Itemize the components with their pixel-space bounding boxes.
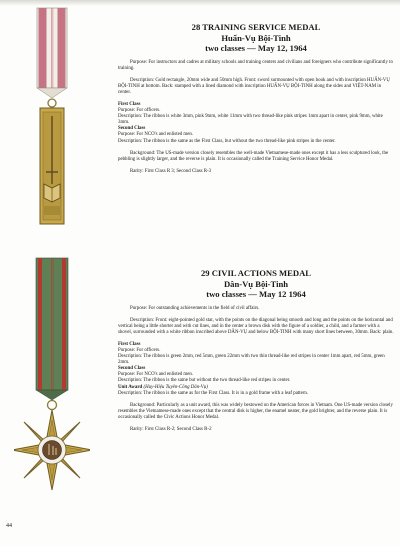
medal-vietnamese-name: Dân-Vụ Bội-Tinh — [223, 278, 289, 289]
second-class-description: Description: The ribbon is the same as the First Class, but without the two thread-like pink stripes in the center. — [118, 138, 336, 144]
page-number: 44 — [6, 523, 12, 529]
medal-heading: 28 TRAINING SERVICE MEDAL — [191, 22, 321, 32]
medal-description: Description: Gold rectangle, 20mm wide and 50mm high. Front: sword surmounted with open book and with inscription HUẤN-VỤ BỘI-TINH at bottom. Back: stamped with a lined diamond with inscription HUẤN-VỤ BỘI-TINH along the sides and VIỆT-NAM in center. — [118, 77, 390, 95]
first-class-description: Description: The ribbon is green 2mm, red 5mm, green 22mm with two thin thread-like red stripes in center 1mm apart, red 5mm, green 2mm. — [118, 354, 385, 366]
training-service-medal-image — [22, 6, 82, 232]
unit-award-description: Description: The ribbon is the same as for the First Class. It is in a gold frame with a leaf pattern. — [118, 390, 309, 396]
first-class-purpose: Purpose: For officers. — [118, 347, 161, 353]
medal-background: Background: Particularly as a unit award, this was widely bestowed on the American forces in Vietnam. One US-made version closely resembles the Vietnamese-made ones except that the central disk is higher, the enamel neater, the gold brighter, and the reverse plain. It is occasionally called the Civic Actions Honor Medal. — [118, 402, 393, 420]
medal-heading: 29 CIVIL ACTIONS MEDAL — [200, 268, 312, 278]
unit-award-name: (Huy-Hiệu Tuyên-Công Dân-Vụ) — [143, 384, 208, 390]
medal-vietnamese-name: Huấn-Vụ Bội-Tinh — [221, 32, 291, 43]
second-class-label: Second Class — [118, 366, 146, 372]
medal-background: Background: The US-made version closely resembles the well-made Vietnamese-made ones except it has a less sculptured look, the pebbling is slightly larger, and the reverse is plain. It is occasionally called the Training Service Honor Medal. — [118, 150, 389, 162]
unit-award-label: Unit Award — [118, 384, 143, 390]
second-class-description: Description: The ribbon is the same but without the two thread-like red stripes in center. — [118, 378, 291, 384]
first-class-description: Description: The ribbon is white 3mm, pink 9mm, white 11mm with two thread-like pink stripes 1mm apart in center, pink 9mm, white 3mm. — [118, 114, 383, 126]
medal-classes: two classes — May 12 1964 — [206, 289, 306, 299]
second-class-purpose: Purpose: For NCO's and enlisted men. — [118, 132, 194, 138]
medal-rarity: Rarity: First Class R 3; Second Class R-3 — [130, 168, 212, 174]
first-class-label: First Class — [118, 341, 141, 347]
training-service-medal-section — [118, 22, 394, 175]
civil-actions-medal-section — [118, 268, 394, 433]
civil-actions-medal-image — [14, 254, 90, 524]
first-class-label: First Class — [118, 101, 141, 107]
medal-purpose: Purpose: For outstanding achievements in the field of civil affairs. — [130, 305, 260, 311]
second-class-purpose: Purpose: For NCO's and enlisted men. — [118, 372, 194, 378]
medal-description: Description: Front: eight-pointed gold star, with the points on the diagonal being smooth and long and the points on the horizontal and vertical being a little shorter and with cut lines, and in the center a brown disk with the figure of a soldier, a child, and a farmer with a shovel, surrounded with a white ribbon inscribed above DÂN-VỤ and below BỘI-TINH with many short lines between, 30mm. Back: plain. — [118, 317, 394, 335]
second-class-label: Second Class — [118, 126, 146, 132]
medal-rarity: Rarity: First Class R-2; Second Class R-2 — [130, 427, 212, 432]
first-class-purpose: Purpose: For officers. — [118, 108, 161, 114]
medal-classes: two classes — May 12, 1964 — [205, 43, 307, 53]
medal-purpose: Purpose: For instructors and cadres at military schools and training centers and civilians and foreigners who contribute significantly to training. — [118, 59, 393, 71]
